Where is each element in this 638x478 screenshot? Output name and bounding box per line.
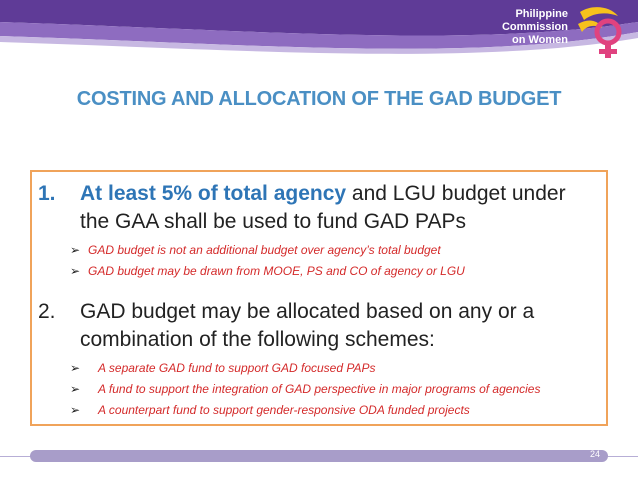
page-number: 24: [589, 449, 600, 459]
item-body: GAD budget may be allocated based on any or a combination of the following schemes:: [80, 300, 535, 351]
arrow-bullet-icon: ➢: [70, 264, 81, 278]
footer-bar: [30, 450, 608, 462]
bullet-text: A separate GAD fund to support GAD focused PAPs: [98, 361, 376, 375]
bullet-item: [70, 358, 598, 379]
bullet-text: GAD budget may be drawn from MOOE, PS and CO of agency or LGU: [88, 264, 465, 278]
bullet-text: A fund to support the integration of GAD perspective in major programs of agencies: [98, 382, 541, 396]
item-body: and LGU budget under the GAA shall be used to fund GAD PAPs: [80, 182, 566, 233]
bullet-list-1: [70, 240, 598, 282]
highlight-text: At least 5% of total agency: [80, 182, 347, 205]
list-item-2: [38, 298, 598, 354]
arrow-bullet-icon: ➢: [70, 382, 81, 396]
item-number: 1.: [38, 182, 56, 205]
list-item-1: [38, 180, 598, 236]
content-box: [30, 170, 608, 426]
bullet-text: A counterpart fund to support gender-responsive ODA funded projects: [98, 403, 470, 417]
logo-line-3: on Women: [511, 34, 568, 46]
item-number: 2.: [38, 300, 56, 323]
arrow-bullet-icon: ➢: [70, 243, 81, 257]
item-text: [80, 180, 598, 236]
bullet-list-2: [70, 358, 598, 421]
arrow-bullet-icon: ➢: [70, 361, 81, 375]
slide-title: COSTING AND ALLOCATION OF THE GAD BUDGET: [76, 88, 562, 110]
bullet-item: [70, 261, 598, 282]
logo-line-2: Commission: [501, 21, 568, 33]
bullet-item: [70, 379, 598, 400]
logo-text: [488, 8, 568, 47]
pcw-logo-icon: [574, 2, 632, 62]
bullet-item: [70, 240, 598, 261]
arrow-bullet-icon: ➢: [70, 403, 81, 417]
bullet-item: [70, 400, 598, 421]
bullet-text: GAD budget is not an additional budget over agency’s total budget: [88, 243, 441, 257]
logo-line-1: Philippine: [515, 8, 568, 20]
